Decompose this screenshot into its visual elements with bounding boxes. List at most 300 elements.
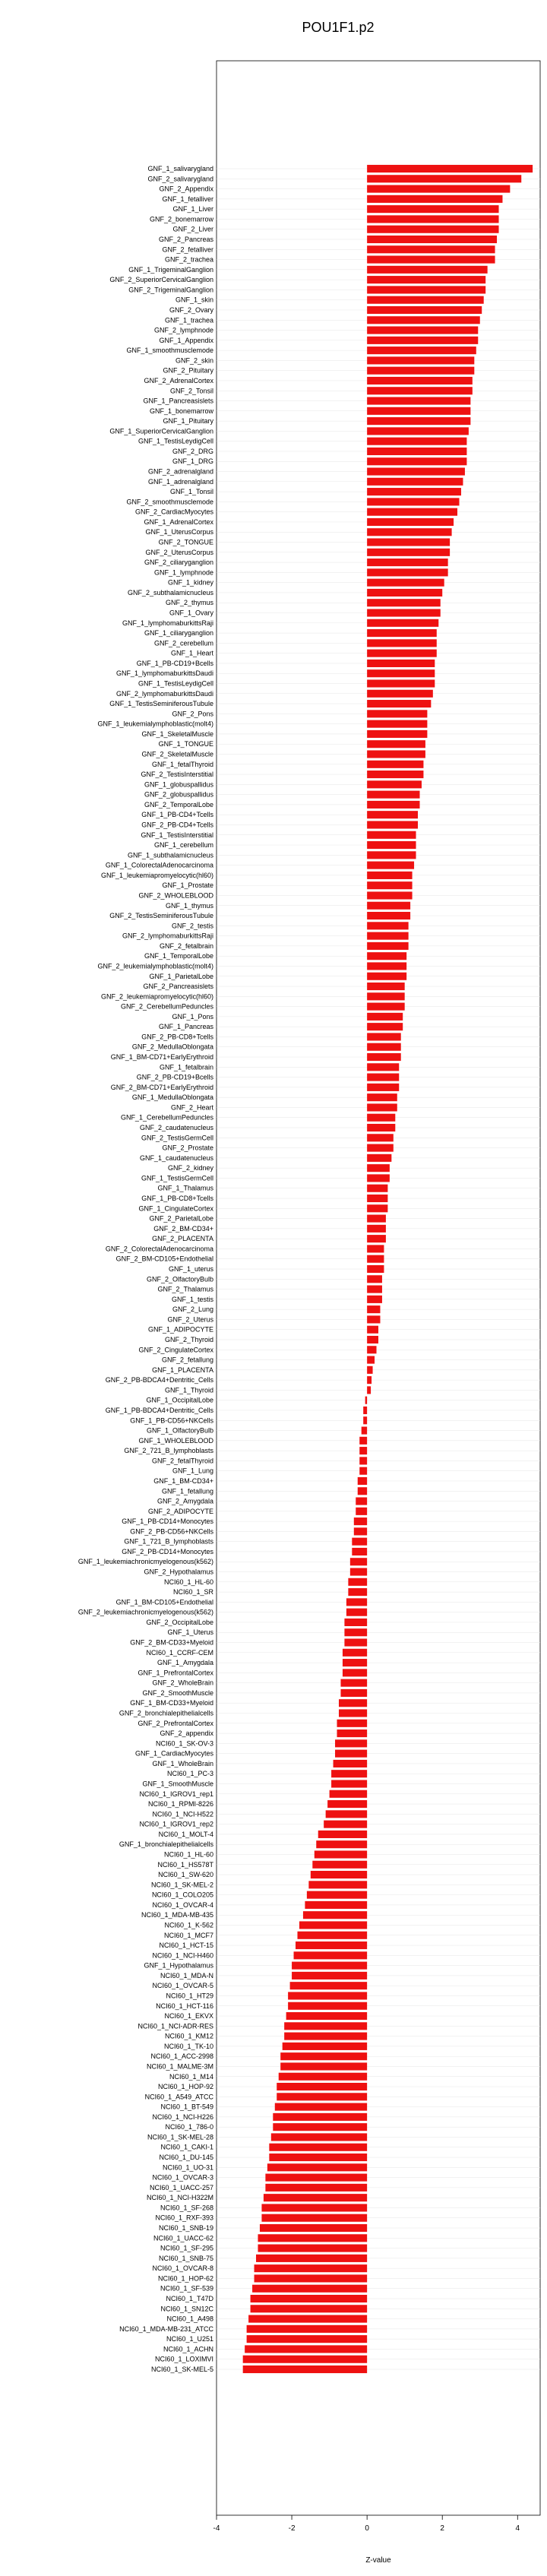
bar xyxy=(245,2345,367,2353)
bar xyxy=(367,992,405,1000)
category-label: GNF_1_ColorectalAdenocarcinoma xyxy=(105,861,213,869)
category-label: GNF_2_TestisGermCell xyxy=(141,1134,213,1142)
bar xyxy=(367,942,408,950)
bar xyxy=(312,1861,367,1869)
bar xyxy=(367,801,419,809)
bar xyxy=(367,589,442,597)
category-label: GNF_2_OccipitalLobe xyxy=(146,1618,213,1626)
category-label: NCI60_1_A498 xyxy=(166,2315,213,2323)
category-label: GNF_1_721_B_lymphoblasts xyxy=(124,1537,213,1546)
category-label: GNF_1_Heart xyxy=(170,649,213,657)
bar xyxy=(367,296,484,304)
category-label: GNF_2_CerebellumPeduncles xyxy=(120,1002,213,1011)
x-tick-label: -2 xyxy=(288,2524,296,2533)
category-label: GNF_1_ParietalLobe xyxy=(149,972,213,980)
category-label: GNF_2_kidney xyxy=(167,1164,213,1172)
bar xyxy=(252,2285,367,2293)
category-label: NCI60_1_MCF7 xyxy=(163,1931,213,1939)
category-label: NCI60_1_HCT-116 xyxy=(156,2002,213,2010)
bar xyxy=(367,1245,384,1252)
bar xyxy=(367,276,485,283)
bar xyxy=(367,1386,371,1394)
bar xyxy=(367,488,461,495)
category-label: GNF_2_Pons xyxy=(172,710,213,718)
category-label: NCI60_1_SNB-75 xyxy=(158,2254,213,2262)
x-axis-label: Z-value xyxy=(365,2556,391,2565)
bar xyxy=(367,679,435,687)
category-label: GNF_1_bronchialepithelialcells xyxy=(119,1840,213,1849)
category-label: GNF_2_Appendix xyxy=(159,185,213,193)
bar xyxy=(367,538,450,546)
category-label: GNF_1_BM-CD33+Myeloid xyxy=(130,1699,213,1707)
bar xyxy=(367,316,480,324)
category-label: GNF_1_BM-CD34+ xyxy=(153,1476,213,1485)
category-label: GNF_1_PB-CD19+Bcells xyxy=(136,659,213,667)
category-label: GNF_1_Amygdala xyxy=(157,1659,213,1667)
category-label: NCI60_1_BT-549 xyxy=(160,2103,213,2111)
bar xyxy=(311,1871,367,1878)
category-label: GNF_2_AdrenalCortex xyxy=(144,376,213,385)
bar xyxy=(255,2274,368,2282)
bar xyxy=(284,2033,367,2040)
category-label: GNF_2_PB-CD4+Tcells xyxy=(141,821,213,829)
bar xyxy=(367,791,419,799)
bar xyxy=(367,1003,405,1011)
bar xyxy=(358,1477,367,1485)
category-label: NCI60_1_NCI-H226 xyxy=(152,2112,213,2121)
category-label: GNF_2_DRG xyxy=(172,447,213,455)
category-label: NCI60_1_EKVX xyxy=(164,2012,213,2021)
category-label: GNF_2_CardiacMyocytes xyxy=(134,508,213,516)
category-label: GNF_2_721_B_lymphoblasts xyxy=(124,1447,213,1455)
bar xyxy=(343,1659,367,1666)
bar xyxy=(367,952,406,960)
bar xyxy=(367,387,473,394)
category-label: NCI60_1_NCI-H322M xyxy=(146,2194,213,2202)
category-label: GNF_2_leukemiachronicmyelogenous(k562) xyxy=(77,1608,213,1616)
bar xyxy=(367,205,498,213)
category-label: GNF_1_caudatenucleus xyxy=(139,1154,213,1162)
bar xyxy=(277,2093,367,2100)
category-label: NCI60_1_HOP-62 xyxy=(157,2274,213,2283)
bar xyxy=(367,306,482,314)
category-label: GNF_2_adrenalgland xyxy=(147,467,213,476)
category-label: GNF_2_ADIPOCYTE xyxy=(147,1507,213,1515)
category-label: NCI60_1_SK-MEL-5 xyxy=(150,2366,213,2373)
category-label: NCI60_1_M14 xyxy=(169,2072,213,2081)
bar xyxy=(367,1063,399,1071)
bar xyxy=(367,1164,390,1172)
category-label: NCI60_1_COLO205 xyxy=(151,1891,213,1899)
bar xyxy=(354,1527,367,1535)
bar xyxy=(292,1962,367,1970)
category-label: GNF_1_ciliaryganglion xyxy=(144,629,213,638)
bar xyxy=(367,165,533,172)
category-label: NCI60_1_RPMI-8226 xyxy=(147,1800,213,1809)
category-label: NCI60_1_SR xyxy=(172,1588,213,1597)
bar xyxy=(348,1588,367,1596)
category-label: GNF_1_Liver xyxy=(172,205,213,214)
category-label: GNF_1_thymus xyxy=(165,901,213,910)
category-label: GNF_2_ParietalLobe xyxy=(149,1214,213,1223)
category-label: NCI60_1_HT29 xyxy=(166,1992,213,2000)
bar xyxy=(367,1195,387,1202)
category-label: NCI60_1_RXF-393 xyxy=(155,2214,213,2222)
bar xyxy=(367,448,466,455)
bar xyxy=(359,1447,367,1454)
category-label: GNF_2_Amygdala xyxy=(157,1497,213,1505)
category-label: GNF_1_Hypothalamus xyxy=(144,1961,213,1970)
category-label: GNF_2_PB-CD8+Tcells xyxy=(141,1033,213,1041)
bar xyxy=(367,650,437,657)
category-label: GNF_1_BM-CD71+EarlyErythroid xyxy=(110,1053,213,1062)
bar xyxy=(367,902,410,910)
bar xyxy=(277,2083,367,2090)
bar xyxy=(284,2022,367,2030)
category-label: GNF_2_SkeletalMuscle xyxy=(141,750,213,758)
bar xyxy=(346,1598,367,1606)
category-label: GNF_2_bronchialepithelialcells xyxy=(119,1709,213,1717)
bar xyxy=(367,1336,378,1343)
bar xyxy=(367,528,451,536)
bar xyxy=(340,1679,367,1687)
bar xyxy=(269,2144,367,2151)
bar xyxy=(367,750,425,758)
bar xyxy=(273,2123,367,2131)
bar xyxy=(273,2113,367,2121)
bar xyxy=(356,1508,367,1515)
bar xyxy=(367,1103,397,1111)
bar xyxy=(271,2133,367,2141)
bar xyxy=(308,1881,367,1888)
bar xyxy=(367,872,412,879)
category-label: NCI60_1_NCI-H522 xyxy=(152,1810,213,1818)
bar xyxy=(367,478,463,486)
category-label: GNF_2_salivarygland xyxy=(147,175,213,183)
bar xyxy=(327,1800,367,1808)
category-label: GNF_1_PLACENTA xyxy=(152,1366,213,1374)
bar xyxy=(367,286,485,293)
category-label: GNF_1_bonemarrow xyxy=(149,407,213,415)
bar xyxy=(367,831,416,839)
category-label: GNF_1_uterus xyxy=(168,1265,213,1273)
category-label: GNF_1_lymphomaburkittsRaji xyxy=(122,619,213,627)
category-label: GNF_2_appendix xyxy=(160,1729,213,1738)
bar xyxy=(367,1315,380,1323)
bar xyxy=(367,377,473,385)
category-label: NCI60_1_OVCAR-4 xyxy=(152,1900,213,1909)
bar xyxy=(296,1941,367,1949)
bar xyxy=(367,1053,401,1061)
category-label: NCI60_1_HL-60 xyxy=(163,1850,213,1859)
category-label: GNF_2_lymphomaburkittsRaji xyxy=(122,932,213,940)
category-label: GNF_2_bonemarrow xyxy=(149,215,213,223)
bar xyxy=(367,549,450,556)
category-label: NCI60_1_ACHN xyxy=(163,2345,213,2353)
bar xyxy=(367,700,431,707)
category-label: GNF_2_Hypothalamus xyxy=(144,1568,213,1576)
category-label: GNF_2_caudatenucleus xyxy=(139,1124,213,1132)
category-label: NCI60_1_MOLT-4 xyxy=(158,1830,213,1838)
bar xyxy=(367,629,437,637)
category-label: GNF_1_trachea xyxy=(164,316,213,324)
bar xyxy=(265,2174,367,2182)
category-label: NCI60_1_786-0 xyxy=(165,2123,213,2131)
category-label: GNF_2_fetalbrain xyxy=(159,941,213,950)
bar xyxy=(367,1255,384,1263)
category-label: GNF_1_BM-CD105+Endothelial xyxy=(115,1598,213,1606)
category-label: GNF_1_TestisLeydigCell xyxy=(138,679,213,688)
category-label: GNF_1_AdrenalCortex xyxy=(144,517,213,526)
bar xyxy=(275,2103,367,2111)
category-label: GNF_2_thymus xyxy=(165,599,213,607)
bar xyxy=(335,1739,367,1747)
bar xyxy=(330,1790,368,1798)
bar xyxy=(258,2245,367,2252)
bar xyxy=(367,245,495,253)
category-label: GNF_1_Thalamus xyxy=(157,1184,213,1192)
bar xyxy=(365,1397,367,1404)
bar xyxy=(367,1154,391,1162)
bar xyxy=(288,1992,367,1999)
bar xyxy=(367,710,427,717)
bar xyxy=(258,2234,367,2242)
bar xyxy=(367,215,498,223)
bar xyxy=(367,397,470,404)
bar xyxy=(294,1951,368,1959)
category-label: NCI60_1_SF-539 xyxy=(160,2284,213,2293)
bar xyxy=(367,841,416,849)
bar xyxy=(247,2325,368,2333)
category-label: GNF_2_WHOLEBLOOD xyxy=(138,891,213,900)
category-label: NCI60_1_OVCAR-5 xyxy=(152,1982,213,1990)
bar xyxy=(367,1296,382,1303)
bar xyxy=(316,1840,367,1848)
bar xyxy=(367,1204,387,1212)
category-label: GNF_1_salivarygland xyxy=(147,165,213,172)
category-label: NCI60_1_SN12C xyxy=(160,2305,213,2313)
category-label: NCI60_1_SF-295 xyxy=(160,2244,213,2252)
category-label: NCI60_1_K-562 xyxy=(164,1921,213,1929)
bar xyxy=(348,1578,367,1586)
bar xyxy=(367,811,418,818)
bar xyxy=(367,1144,394,1152)
bar xyxy=(367,609,441,616)
category-label: NCI60_1_DU-145 xyxy=(159,2154,213,2162)
category-label: GNF_2_PB-CD19+Bcells xyxy=(136,1073,213,1081)
category-label: NCI60_1_SK-OV-3 xyxy=(155,1739,213,1748)
category-label: GNF_2_MedullaOblongata xyxy=(131,1043,213,1051)
bar xyxy=(265,2184,367,2191)
category-label: GNF_2_TONGUE xyxy=(158,538,213,546)
category-label: GNF_2_UterusCorpus xyxy=(145,548,213,556)
category-label: NCI60_1_SW-620 xyxy=(158,1871,213,1879)
bar xyxy=(352,1538,367,1546)
category-label: NCI60_1_NCI-H460 xyxy=(152,1951,213,1960)
category-label: GNF_1_PB-CD4+Tcells xyxy=(141,811,213,819)
bar xyxy=(324,1821,367,1828)
bar xyxy=(367,599,441,606)
category-label: GNF_1_cerebellum xyxy=(153,841,213,850)
bar xyxy=(367,337,478,344)
category-label: NCI60_1_A549_ATCC xyxy=(144,2093,213,2101)
bar xyxy=(331,1770,367,1777)
category-label: NCI60_1_HOP-92 xyxy=(157,2083,213,2091)
bar xyxy=(367,922,408,929)
bar xyxy=(290,1982,368,1989)
bar xyxy=(255,2264,368,2272)
bar xyxy=(367,1215,386,1223)
category-label: GNF_1_Pancreas xyxy=(158,1023,213,1031)
category-label: GNF_1_WHOLEBLOOD xyxy=(138,1436,213,1445)
category-label: NCI60_1_CAKI-1 xyxy=(160,2143,213,2151)
bar xyxy=(261,2204,367,2211)
bar xyxy=(367,467,465,475)
category-label: GNF_1_Appendix xyxy=(159,336,213,344)
category-label: GNF_1_PrefrontalCortex xyxy=(138,1669,213,1677)
bar xyxy=(367,761,423,768)
category-label: GNF_2_Liver xyxy=(172,225,213,233)
category-label: GNF_1_SmoothMuscle xyxy=(142,1780,213,1788)
category-label: GNF_2_BM-CD71+EarlyErythroid xyxy=(110,1083,213,1091)
category-label: GNF_2_Heart xyxy=(170,1103,213,1112)
category-label: GNF_1_fetalThyroid xyxy=(151,760,213,768)
category-label: GNF_1_fetallung xyxy=(161,1487,213,1495)
bar xyxy=(367,1346,376,1353)
category-label: GNF_2_Lung xyxy=(172,1305,213,1314)
bar xyxy=(367,1013,403,1021)
bar xyxy=(298,1932,368,1939)
bar xyxy=(367,438,466,445)
category-label: GNF_2_Tonsil xyxy=(169,387,213,395)
category-label: GNF_1_TemporalLobe xyxy=(144,952,213,960)
category-label: NCI60_1_IGROV1_rep1 xyxy=(139,1790,213,1798)
category-label: GNF_2_OlfactoryBulb xyxy=(146,1275,213,1283)
x-tick-label: -4 xyxy=(213,2524,220,2533)
category-label: GNF_1_PB-CD56+NKCells xyxy=(130,1416,213,1425)
category-label: NCI60_1_HL-60 xyxy=(163,1578,213,1586)
category-label: GNF_2_lymphomaburkittsDaudi xyxy=(115,689,213,698)
category-label: GNF_1_SuperiorCervicalGanglion xyxy=(109,427,213,435)
bar xyxy=(243,2356,367,2363)
bar xyxy=(367,1356,375,1364)
category-label: GNF_2_leukemiapromyelocytic(hl60) xyxy=(100,992,213,1001)
bar xyxy=(367,1366,372,1374)
category-label: GNF_2_PB-BDCA4+Dentritic_Cells xyxy=(105,1376,213,1385)
category-label: GNF_1_subthalamicnucleus xyxy=(127,851,213,859)
bar xyxy=(269,2154,367,2161)
bar xyxy=(367,669,435,677)
category-label: GNF_1_Thyroid xyxy=(164,1386,213,1394)
category-label: GNF_2_cerebellum xyxy=(153,639,213,647)
bar xyxy=(367,1134,394,1141)
bar xyxy=(356,1497,367,1505)
category-label: GNF_1_skin xyxy=(175,296,213,304)
category-label: GNF_2_trachea xyxy=(164,255,213,264)
category-label: GNF_1_WholeBrain xyxy=(152,1759,213,1767)
bar xyxy=(303,1911,367,1919)
category-label: GNF_2_fetalliver xyxy=(162,245,213,254)
bar xyxy=(367,881,412,889)
bar xyxy=(367,639,437,647)
category-label: GNF_2_TemporalLobe xyxy=(144,800,213,809)
bar xyxy=(359,1467,367,1475)
bar xyxy=(359,1457,367,1464)
bar xyxy=(279,2073,367,2081)
bar xyxy=(307,1891,367,1899)
category-label: GNF_2_ColorectalAdenocarcinoma xyxy=(105,1245,213,1253)
bar xyxy=(367,1074,399,1081)
bar xyxy=(251,2295,368,2302)
category-label: GNF_1_Tonsil xyxy=(169,488,213,496)
bar xyxy=(367,1185,387,1192)
category-label: GNF_1_TestisInterstitial xyxy=(141,831,213,839)
category-label: GNF_2_CingulateCortex xyxy=(138,1346,213,1354)
bar xyxy=(367,780,422,788)
category-label: GNF_1_globuspallidus xyxy=(144,780,213,789)
bar xyxy=(367,568,448,576)
bar xyxy=(367,962,406,970)
bar xyxy=(363,1416,367,1424)
category-label: GNF_2_SmoothMuscle xyxy=(142,1688,213,1697)
chart-title: POU1F1.p2 xyxy=(302,20,375,35)
bar xyxy=(350,1568,367,1575)
category-label: GNF_1_OccipitalLobe xyxy=(146,1396,213,1404)
category-label: GNF_1_lymphnode xyxy=(153,568,213,577)
bar xyxy=(260,2224,367,2232)
bar xyxy=(367,518,454,526)
bar xyxy=(337,1720,368,1727)
bar xyxy=(344,1638,367,1646)
category-label: GNF_1_MedullaOblongata xyxy=(131,1093,213,1102)
category-label: GNF_1_Pons xyxy=(172,1012,213,1021)
category-label: NCI60_1_IGROV1_rep2 xyxy=(139,1820,213,1828)
category-label: GNF_2_Pituitary xyxy=(163,366,213,375)
category-label: GNF_2_subthalamicnucleus xyxy=(127,588,213,597)
category-label: GNF_1_CardiacMyocytes xyxy=(134,1749,213,1758)
bar xyxy=(343,1669,367,1676)
category-label: GNF_1_smoothmusclemode xyxy=(126,347,213,355)
category-label: GNF_1_TONGUE xyxy=(158,740,213,748)
bar xyxy=(286,2012,368,2020)
category-label: NCI60_1_UACC-257 xyxy=(149,2183,213,2191)
category-label: GNF_2_SuperiorCervicalGanglion xyxy=(109,276,213,284)
bar xyxy=(359,1437,367,1445)
bar xyxy=(367,1124,395,1131)
category-label: GNF_2_fetallung xyxy=(161,1356,213,1364)
category-label: GNF_2_PB-CD14+Monocytes xyxy=(122,1547,213,1555)
bar xyxy=(315,1850,367,1858)
bar xyxy=(367,1305,380,1313)
bar xyxy=(251,2305,368,2312)
category-label: GNF_1_TrigeminalGanglion xyxy=(128,265,213,274)
bar xyxy=(354,1517,367,1525)
bar xyxy=(367,851,416,859)
category-label: GNF_1_Pituitary xyxy=(163,417,213,426)
bar xyxy=(367,1275,382,1283)
category-label: GNF_1_PB-CD8+Tcells xyxy=(141,1195,213,1203)
bar xyxy=(326,1810,367,1818)
category-label: NCI60_1_HCT-15 xyxy=(159,1941,213,1950)
category-label: GNF_2_ciliaryganglion xyxy=(144,559,213,567)
bar xyxy=(280,2052,367,2060)
bar xyxy=(367,407,470,415)
category-label: NCI60_1_NCI-ADR-RES xyxy=(138,2022,213,2030)
bar xyxy=(331,1780,367,1787)
category-label: GNF_2_PrefrontalCortex xyxy=(138,1719,213,1727)
category-label: GNF_1_leukemiapromyelocytic(hl60) xyxy=(100,871,213,879)
category-label: GNF_2_Thalamus xyxy=(157,1285,213,1293)
